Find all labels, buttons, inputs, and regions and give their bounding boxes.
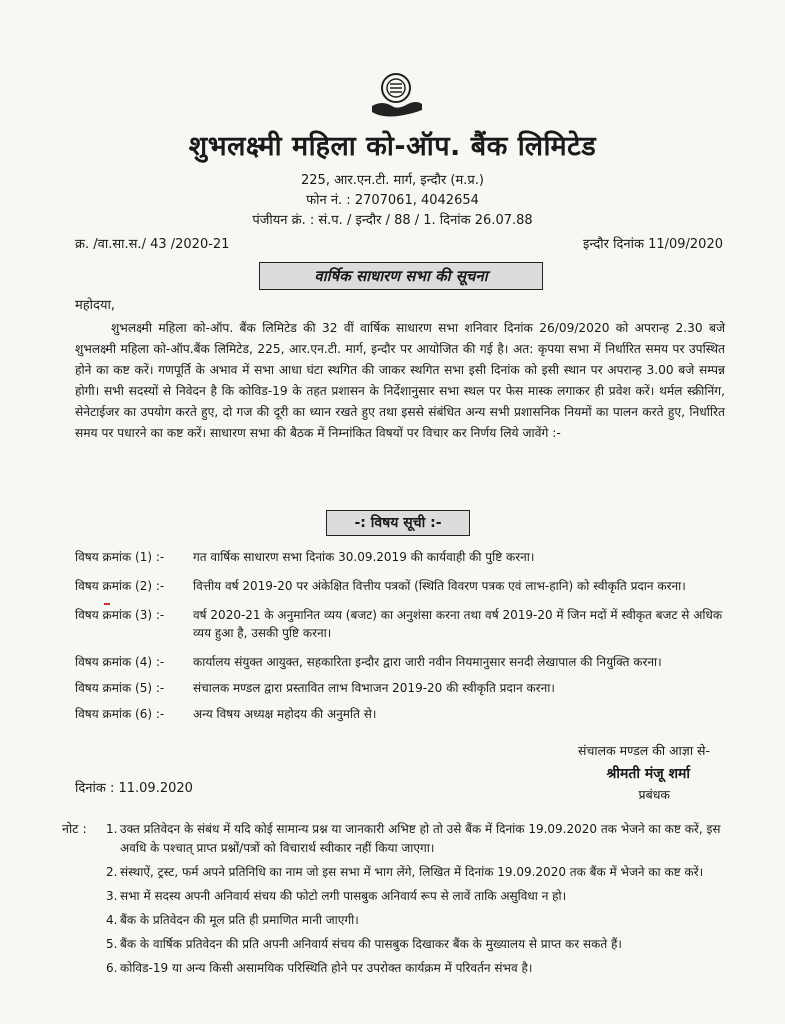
agenda-item-text: अन्य विषय अध्यक्ष महोदय की अनुमति से। [193, 707, 377, 721]
agenda-item-label: विषय क्रमांक (3) :- [75, 608, 165, 622]
bank-registration: पंजीयन क्रं. : सं.प. / इन्दौर / 88 / 1. दिनांक 26.07.88 [252, 213, 533, 228]
note-number: 1. [106, 822, 118, 836]
agenda-list [75, 548, 735, 723]
agenda-item-text: वर्ष 2020-21 के अनुमानित व्यय (बजट) का अनुशंसा करना तथा वर्ष 2019-20 में जिन मदों में स्वीकृत बजट से अधिक व्यय हुआ है, उसकी पुष्टि करना। [193, 608, 723, 640]
agenda-item-label: विषय क्रमांक (1) :- [75, 550, 165, 564]
note-text: बैंक के प्रतिवेदन की मूल प्रति ही प्रमाणित मानी जाएगी। [120, 913, 359, 927]
body-paragraph: शुभलक्ष्मी महिला को-ऑप. बैंक लिमिटेड की 32 वीं वार्षिक साधारण सभा शनिवार दिनांक 26/09/2020 को अपरान्ह 2.30 बजे शुभलक्ष्मी महिला को-ऑप.बैंक लिमिटेड, 225, आर.एन.टी. मार्ग, इन्दौर पर आयोजित की गई है। अत: कृपया सभा में निर्धारित समय पर उपस्थित होने का कष्ट करें। गणपूर्ति के अभाव में सभा आधा घंटा स्थगित की जाकर स्थगित सभा इसी दिनांक को इसी स्थान पर अपरान्ह 3.00 बजे सम्पन्न होगी। सभी सदस्यों से निवेदन है कि कोविड-19 के तहत प्रशासन के निर्देशानुसार सभा स्थल पर फेस मास्क लगाकर ही प्रवेश करें। थर्मल स्क्रीनिंग, सेनेटाईजर का उपयोग करते हुए, दो गज की दूरी का ध्यान रखते हुए तथा इससे संबंधित अन्य सभी प्रशासनिक नियमों का पालन करते हुए, निर्धारित समय पर पधारने का कष्ट करें। साधारण सभा की बैठक में निम्नांकित विषयों पर विचार कर निर्णय लिये जावेंगे :- [75, 321, 725, 440]
issue-date: दिनांक : 11.09.2020 [75, 781, 193, 796]
note-item [106, 887, 736, 906]
bank-name: शुभलक्ष्मी महिला को-ऑप. बैंक लिमिटेड [188, 131, 597, 162]
agenda-item [75, 653, 735, 671]
note-item [106, 820, 736, 858]
note-number: 4. [106, 913, 118, 927]
note-text: संस्थाऐं, ट्रस्ट, फर्म अपने प्रतिनिधि का नाम जो इस सभा में भाग लेंगे, लिखित में दिनांक 19.09.2020 तक बैंक में भेजने का कष्ट करें। [120, 865, 704, 879]
reference-date: इन्दौर दिनांक 11/09/2020 [582, 237, 723, 252]
note-number: 5. [106, 937, 118, 951]
agenda-item-text: संचालक मण्डल द्वारा प्रस्तावित लाभ विभाजन 2019-20 की स्वीकृति प्रदान करना। [193, 681, 555, 695]
note-number: 2. [106, 865, 118, 879]
note-text: सभा में सदस्य अपनी अनिवार्य संचय की फोटो लगी पासबुक अनिवार्य रूप से लावें ताकि असुविधा न हो। [120, 889, 567, 903]
note-label: नोट : [62, 821, 87, 836]
signatory-name: श्रीमती मंजू शर्मा [606, 766, 690, 782]
signature-authority: संचालक मण्डल की आज्ञा से- [578, 743, 710, 758]
ink-speck [104, 603, 110, 605]
agenda-item [75, 548, 735, 566]
agenda-item [75, 679, 735, 697]
salutation: महोदया, [75, 298, 115, 313]
notice-heading: वार्षिक साधारण सभा की सूचना [259, 262, 543, 290]
note-item [106, 959, 736, 978]
agenda-item-text: कार्यालय संयुक्त आयुक्त, सहकारिता इन्दौर द्वारा जारी नवीन नियमानुसार सनदी लेखापाल की नियुक्ति करना। [193, 655, 662, 669]
agenda-item-label: विषय क्रमांक (4) :- [75, 655, 165, 669]
note-text: कोविड-19 या अन्य किसी असामयिक परिस्थिति होने पर उपरोक्त कार्यक्रम में परिवर्तन संभव है। [120, 961, 533, 975]
note-number: 3. [106, 889, 118, 903]
note-text: बैंक के वार्षिक प्रतिवेदन की प्रति अपनी अनिवार्य संचय की पासबुक दिखाकर बैंक के मुख्यालय से प्राप्त कर सकते हैं। [120, 937, 622, 951]
agenda-heading: -: विषय सूची :- [326, 510, 470, 536]
note-text: उक्त प्रतिवेदन के संबंध में यदि कोई सामान्य प्रश्न या जानकारी अभिष्ट हो तो उसे बैंक में दिनांक 19.09.2020 तक भेजने का कष्ट करें, इस अवधि के पश्चात् प्राप्त प्रश्नों/पत्रों को विचारार्थ स्वीकार नहीं किया जाएगा। [120, 822, 721, 855]
agenda-item-text: वित्तीय वर्ष 2019-20 पर अंकेक्षित वित्तीय पत्रकों (स्थिति विवरण पत्रक एवं लाभ-हानि) को स्वीकृति प्रदान करना। [193, 579, 686, 593]
notes-list [106, 820, 736, 983]
signatory-designation: प्रबंधक [638, 787, 670, 802]
agenda-item-label: विषय क्रमांक (6) :- [75, 707, 165, 721]
note-item [106, 935, 736, 954]
agenda-item [75, 577, 735, 595]
bank-phone: फोन नं. : 2707061, 4042654 [306, 193, 479, 208]
reference-number: क्र. /वा.सा.स./ 43 /2020-21 [75, 237, 230, 252]
note-number: 6. [106, 961, 118, 975]
agenda-item-label: विषय क्रमांक (5) :- [75, 681, 165, 695]
agenda-item [75, 705, 735, 723]
bank-address: 225, आर.एन.टी. मार्ग, इन्दौर (म.प्र.) [301, 173, 484, 188]
note-item [106, 911, 736, 930]
note-item [106, 863, 736, 882]
bank-logo-icon [368, 70, 424, 122]
agenda-item-text: गत वार्षिक साधारण सभा दिनांक 30.09.2019 की कार्यवाही की पुष्टि करना। [193, 550, 535, 564]
agenda-item-label: विषय क्रमांक (2) :- [75, 579, 165, 593]
agenda-item [75, 606, 735, 642]
